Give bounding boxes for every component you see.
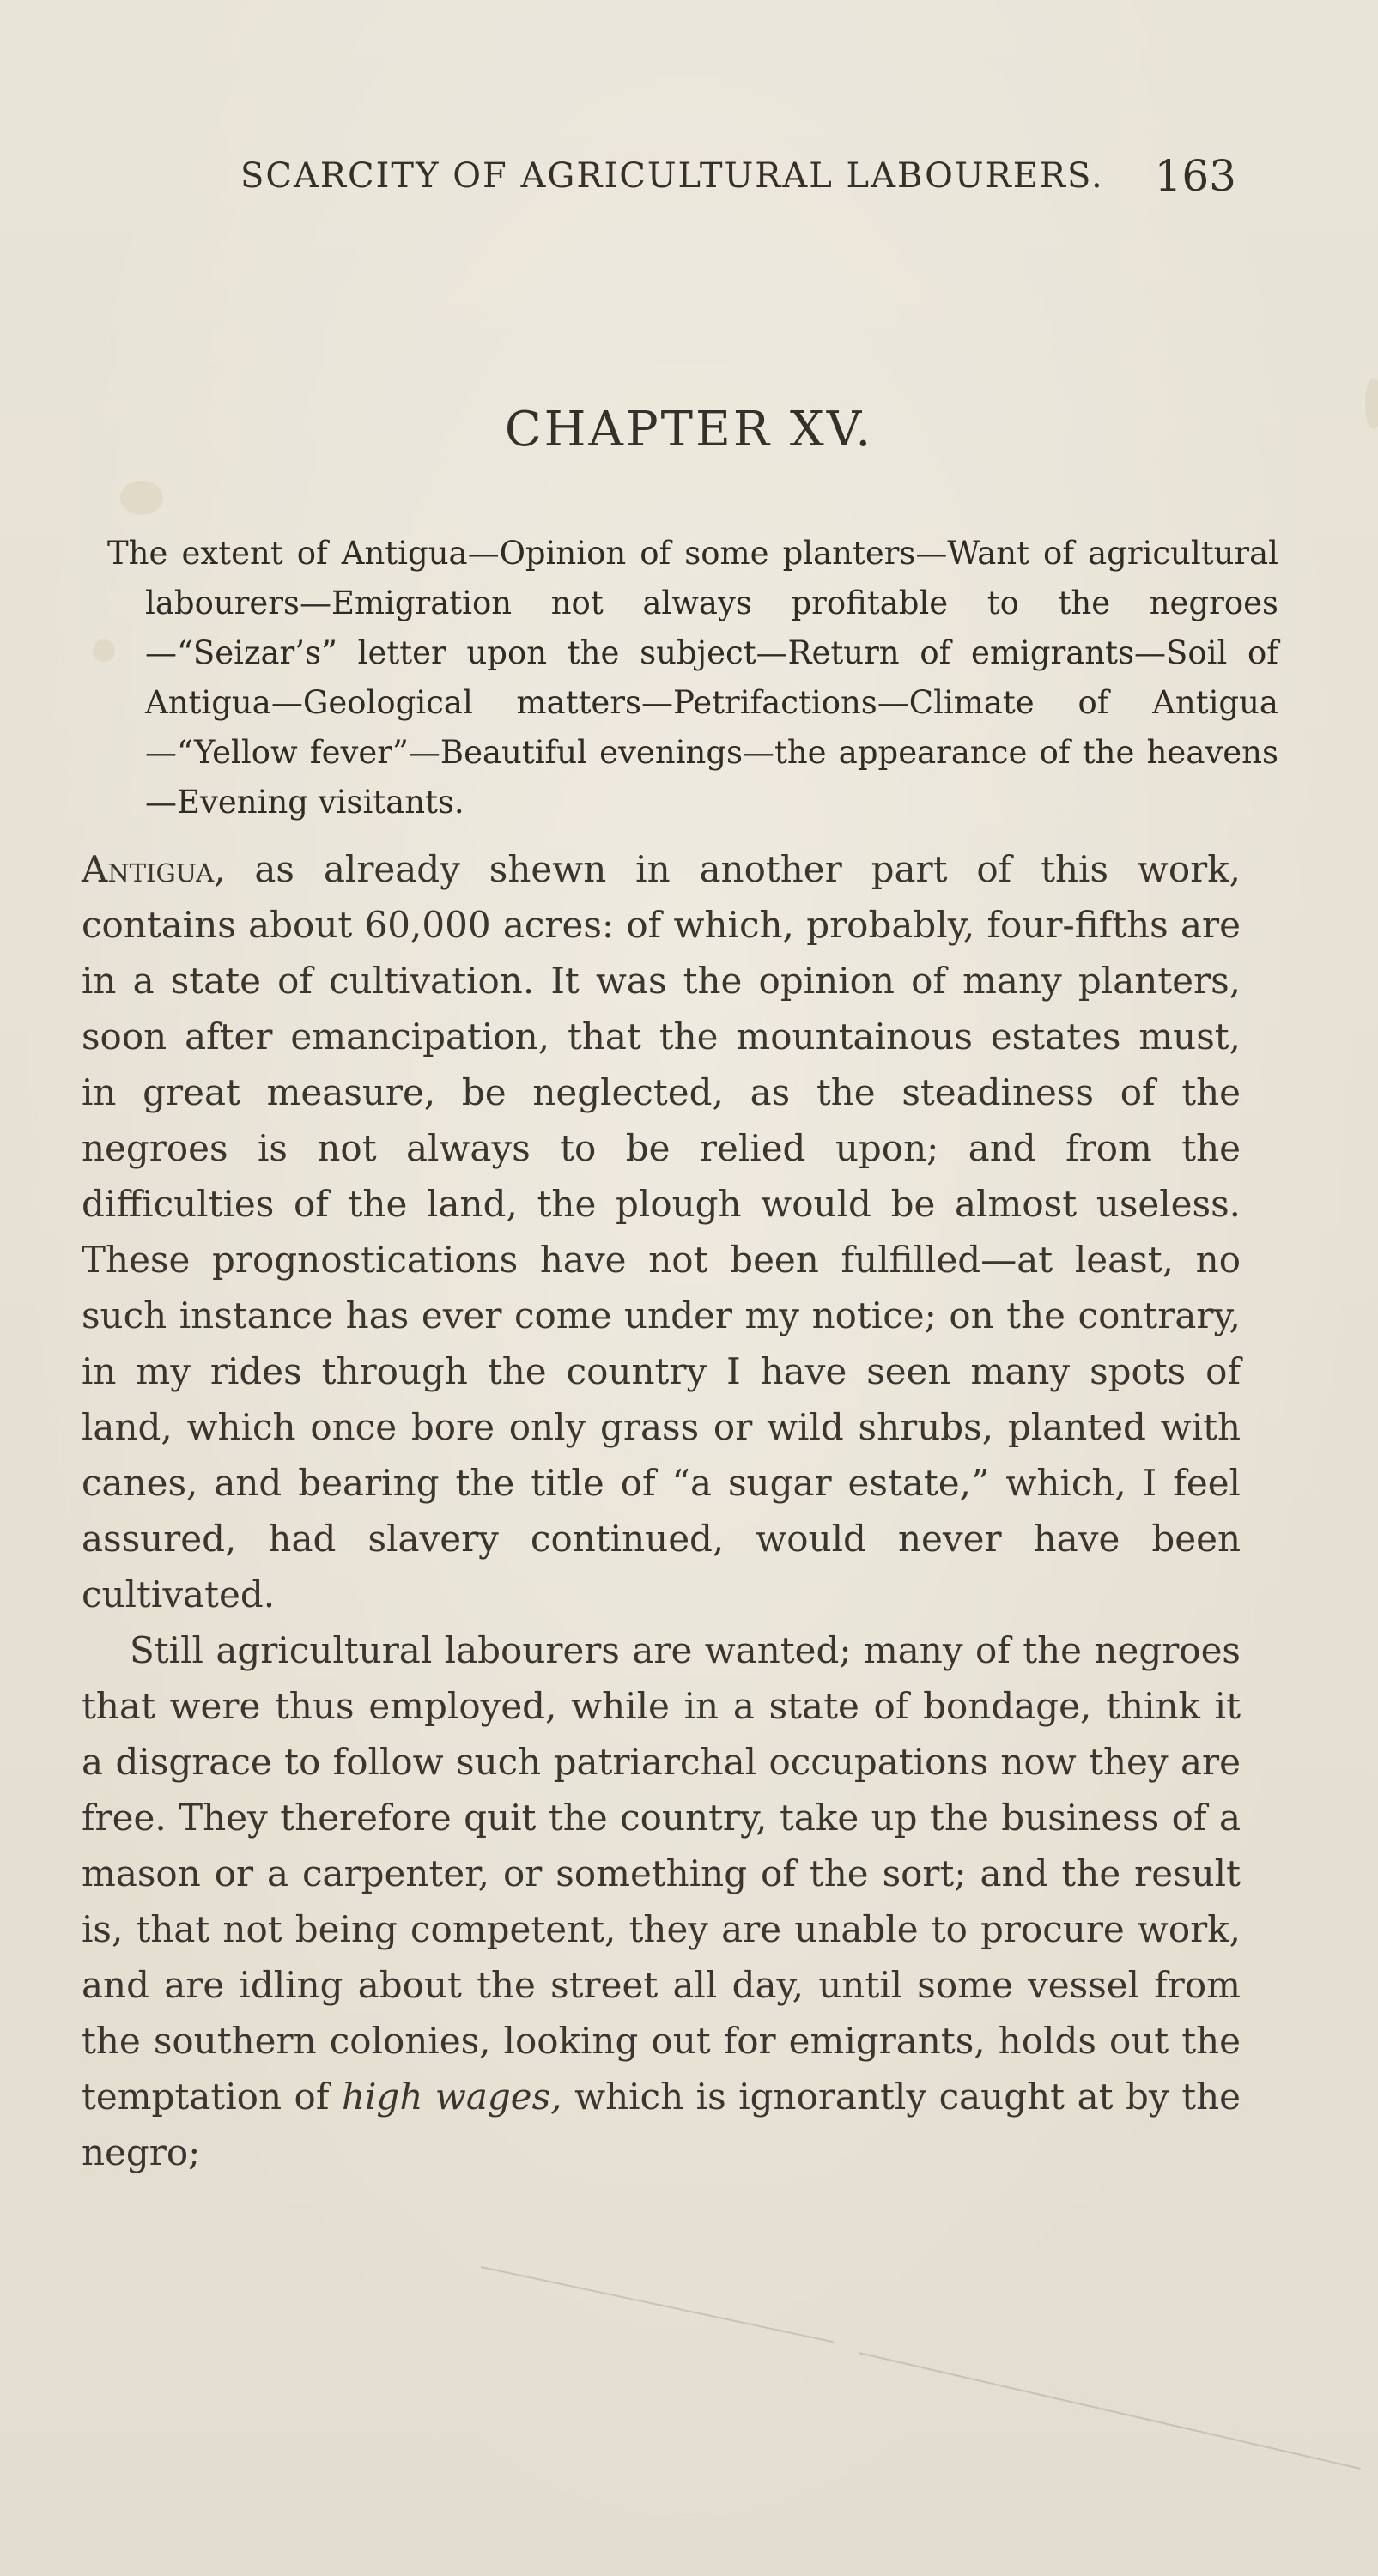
paragraph-1-lead: Antigua,	[82, 848, 226, 890]
body-text	[82, 841, 1241, 2180]
show-through-mark	[481, 2266, 834, 2343]
paragraph-2-text: Still agricultural labourers are wanted; many of the negroes that were thus employed, while in a state of bondage, think it a disgrace to follow such patriarchal occupations now they are free. They therefore quit the country, take up the business of a mason or a carpenter, or something of the sort; and the result is, that not being competent, they are unable to procure work, and are idling about the street all day, until some vessel from the southern colonies, looking out for emigrants, holds out the temptation of	[82, 1629, 1241, 2118]
paragraph-1-text: as already shewn in another part of this work, contains about 60,000 acres: of which, probably, four-fifths are in a state of cultivation. It was the opinion of many planters, soon after emancipation, that the mountainous estates must, in great measure, be neglected, as the steadiness of the negroes is not always to be relied upon; and from the difficulties of the land, the plough would be almost useless. These prognostications have not been fulfilled—at least, no such instance has ever come under my notice; on the contrary, in my rides through the country I have seen many spots of land, which once bore only grass or wild shrubs, planted with canes, and bearing the title of “a sugar estate,” which, I feel assured, had slavery continued, would never have been cultivated.	[82, 848, 1241, 1615]
chapter-title: CHAPTER XV.	[504, 402, 874, 458]
page-number: 163	[1154, 151, 1236, 201]
paragraph-2-italic: high wages,	[341, 2076, 562, 2118]
paragraph-2-end: which is ignorantly caught at by the negro;	[82, 2076, 1241, 2173]
paragraph-2	[82, 1622, 1241, 2180]
show-through-mark	[859, 2352, 1361, 2470]
foxing-stain	[120, 481, 163, 515]
paragraph-1	[82, 841, 1241, 1622]
running-head	[240, 153, 1236, 204]
running-title: SCARCITY OF AGRICULTURAL LABOURERS.	[240, 156, 1104, 196]
chapter-summary: The extent of Antigua—Opinion of some planters—Want of agricultural labourers—Emigration not always profitable to the negroes—“Seizar’s” letter upon the subject—Return of emigrants—Soil of Antigua—Geological matters—Petrifactions—Climate of Antigua—“Yellow fever”—Beautiful evenings—the appearance of the heavens—Evening visitants.	[107, 535, 1278, 821]
